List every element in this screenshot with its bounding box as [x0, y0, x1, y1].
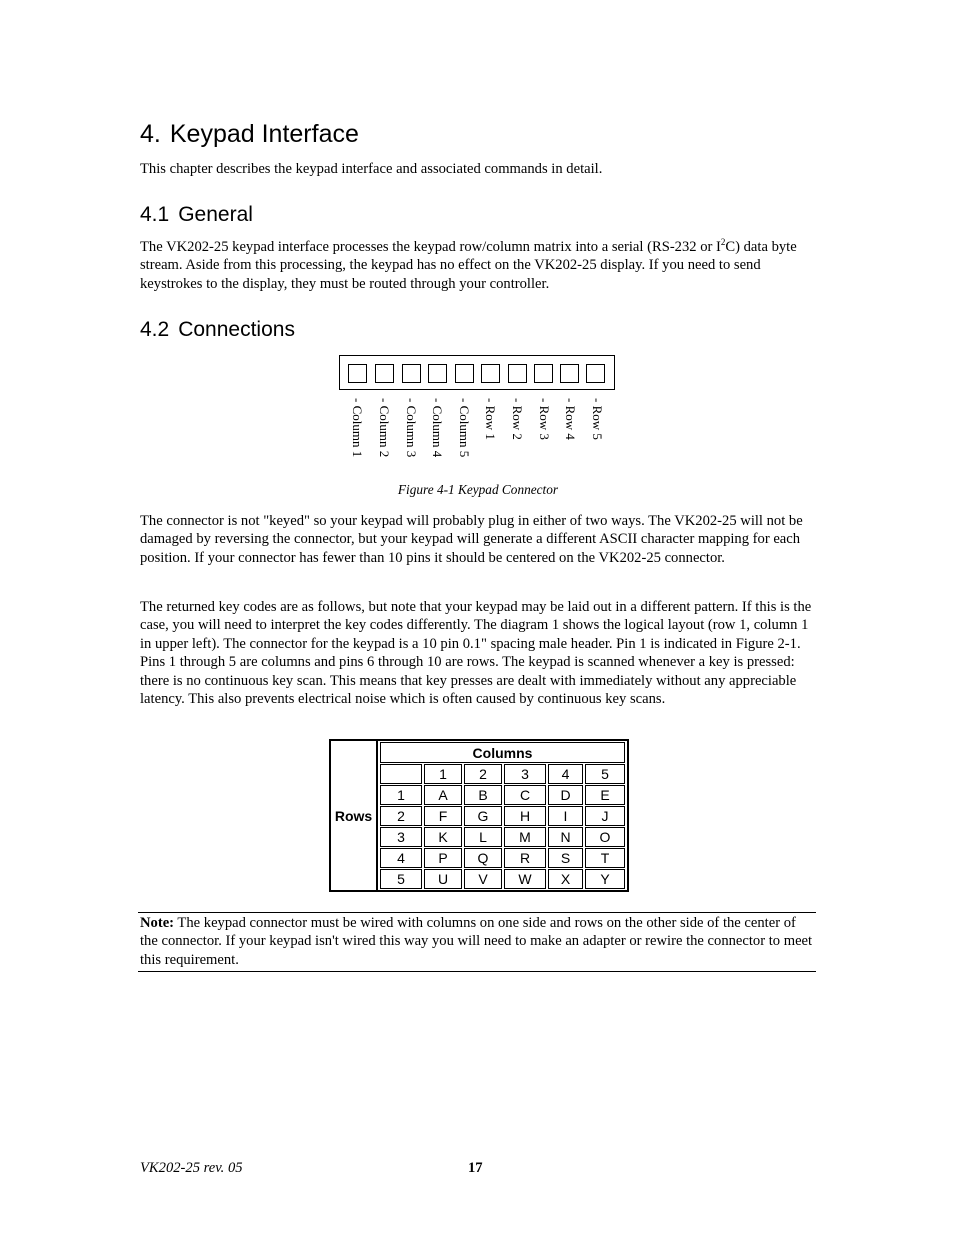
table-row — [380, 827, 625, 847]
table-row — [380, 785, 625, 805]
column-number: 3 — [504, 764, 546, 784]
key-cell: Q — [464, 848, 502, 868]
key-cell: L — [464, 827, 502, 847]
pin-label: - Row 1 — [483, 398, 498, 440]
note-label: Note: — [140, 915, 175, 931]
general-text-after: C) data byte stream. Aside from this processing, the keypad has no effect on the VK202-25 display. If you need to send keystrokes to the display, they must be routed through your controller. — [140, 239, 797, 292]
connector-pin — [455, 364, 474, 383]
pin-label: - Column 1 — [350, 398, 365, 458]
connector-pin — [348, 364, 367, 383]
key-cell: P — [424, 848, 462, 868]
column-number: 4 — [548, 764, 583, 784]
connector-pin — [428, 364, 447, 383]
column-number: 1 — [424, 764, 462, 784]
section-number: 4.2 — [140, 318, 170, 341]
pin-label: - Column 5 — [457, 398, 472, 458]
key-cell: F — [424, 806, 462, 826]
key-cell: I — [548, 806, 583, 826]
pin-label: - Row 4 — [563, 398, 578, 440]
key-cell: T — [585, 848, 625, 868]
key-grid — [378, 741, 627, 890]
note-text: The keypad connector must be wired with columns on one side and rows on the other side of the center of the connector. If your keypad isn't wired this way you will need to make an adapter or rewire the connector to meet this requirement. — [140, 915, 813, 968]
key-cell: B — [464, 785, 502, 805]
connections-paragraph-2: The returned key codes are as follows, but note that your keypad may be laid out in a different pattern. If this is the case, you will need to interpret the key codes differently. The diagram 1 shows the logical layout (row 1, column 1 in upper left). The connector for the keypad is a 10 pin 0.1" spacing male header. Pin 1 is indicated in Figure 2-1. Pins 1 through 5 are columns and pins 6 through 10 are rows. The keypad is scanned whenever a key is pressed: there is no continuous key scan. This means that key presses are dealt with immediately without any appreciable latency. This also prevents electrical noise which is often caused by continuous key scans. — [140, 599, 812, 708]
table-row — [380, 806, 625, 826]
section-heading-connections — [140, 318, 295, 342]
section-heading-general — [140, 203, 253, 227]
pin-label: - Column 3 — [404, 398, 419, 458]
rows-header: Rows — [331, 741, 378, 890]
row-number: 2 — [380, 806, 422, 826]
key-cell: H — [504, 806, 546, 826]
connector-pin — [481, 364, 500, 383]
pin-label: - Row 3 — [537, 398, 552, 440]
table-row — [380, 869, 625, 889]
key-cell: Y — [585, 869, 625, 889]
key-cell: W — [504, 869, 546, 889]
connector-pin — [508, 364, 527, 383]
columns-header: Columns — [380, 742, 625, 763]
footer-document-id: VK202-25 rev. 05 — [140, 1160, 243, 1176]
intro-paragraph: This chapter describes the keypad interface and associated commands in detail. — [140, 161, 603, 177]
row-number: 4 — [380, 848, 422, 868]
pin-label: - Column 2 — [377, 398, 392, 458]
chapter-heading — [140, 120, 359, 149]
column-number: 2 — [464, 764, 502, 784]
key-cell: J — [585, 806, 625, 826]
pin-label: - Row 5 — [590, 398, 605, 440]
section-title: Connections — [178, 318, 295, 341]
section-number: 4.1 — [140, 203, 170, 226]
key-cell: C — [504, 785, 546, 805]
section-title: General — [178, 203, 253, 226]
column-number: 5 — [585, 764, 625, 784]
corner-cell — [380, 764, 422, 784]
key-cell: E — [585, 785, 625, 805]
chapter-title: Keypad Interface — [169, 120, 359, 148]
figure-caption: Figure 4-1 Keypad Connector — [397, 482, 559, 497]
key-cell: U — [424, 869, 462, 889]
keypad-connector-diagram — [339, 355, 615, 390]
general-superscript: 2 — [720, 237, 726, 248]
key-code-table — [329, 739, 629, 892]
key-cell: K — [424, 827, 462, 847]
row-number: 3 — [380, 827, 422, 847]
key-cell: A — [424, 785, 462, 805]
key-cell: G — [464, 806, 502, 826]
row-number: 5 — [380, 869, 422, 889]
connector-pin — [560, 364, 579, 383]
key-cell: V — [464, 869, 502, 889]
key-cell: D — [548, 785, 583, 805]
row-number: 1 — [380, 785, 422, 805]
connector-pin — [586, 364, 605, 383]
connector-pin — [402, 364, 421, 383]
key-cell: M — [504, 827, 546, 847]
footer-page-number: 17 — [468, 1160, 483, 1176]
key-cell: X — [548, 869, 583, 889]
key-cell: O — [585, 827, 625, 847]
connections-paragraph-1: The connector is not "keyed" so your keypad will probably plug in either of two ways. The VK202-25 will not be damaged by reversing the connector, but your keypad will generate a different ASCII character mapping for each position. If your connector has fewer than 10 pins it should be centered on the VK202-25 connector. — [140, 513, 803, 566]
general-paragraph — [140, 238, 816, 293]
pin-label: - Column 4 — [430, 398, 445, 458]
connector-pin — [534, 364, 553, 383]
key-cell: N — [548, 827, 583, 847]
pin-label: - Row 2 — [510, 398, 525, 440]
table-row — [380, 848, 625, 868]
note-box — [138, 912, 816, 972]
key-cell: S — [548, 848, 583, 868]
chapter-number: 4. — [140, 120, 161, 148]
connector-pin — [375, 364, 394, 383]
general-text-before: The VK202-25 keypad interface processes the keypad row/column matrix into a serial (RS-232 or I — [140, 239, 721, 255]
key-cell: R — [504, 848, 546, 868]
